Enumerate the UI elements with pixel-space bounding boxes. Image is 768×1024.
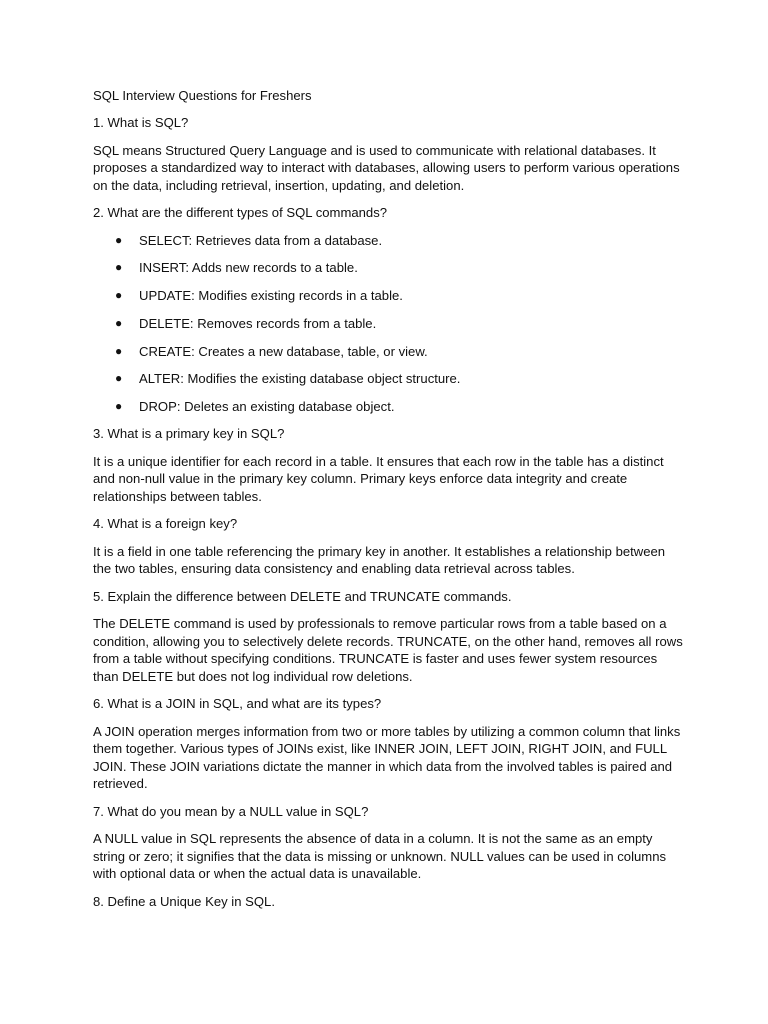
list-item-text: SELECT: Retrieves data from a database. [139,232,383,248]
list-item [93,287,685,305]
list-item-text: CREATE: Creates a new database, table, or view. [139,343,428,359]
sql-commands-list [93,232,685,416]
list-item-text: DELETE: Removes records from a table. [139,315,377,331]
question-heading: 8. Define a Unique Key in SQL. [93,893,275,909]
document-title: SQL Interview Questions for Freshers [93,88,312,103]
answer-paragraph: SQL means Structured Query Language and is used to communicate with relational databases. It proposes a standardized way to interact with databases, allowing users to perform various operations on the data, including retrieval, insertion, updating, and deletion. [93,142,680,193]
bullet-icon: ● [115,232,123,247]
answer-paragraph: It is a field in one table referencing the primary key in another. It establishes a relationship between the two tables, ensuring data consistency and enabling data retrieval across tables. [93,543,666,577]
question-heading: 3. What is a primary key in SQL? [93,426,285,442]
question-heading: 4. What is a foreign key? [93,516,238,532]
document-body [93,87,685,920]
question-heading: 7. What do you mean by a NULL value in SQL? [93,803,369,819]
bullet-icon: ● [115,315,123,330]
list-item [93,370,685,388]
list-item-text: DROP: Deletes an existing database object. [139,398,395,414]
answer-paragraph: A NULL value in SQL represents the absence of data in a column. It is not the same as an empty string or zero; it signifies that the data is missing or unknown. NULL values can be used in columns with optional data or when the actual data is unavailable. [93,831,667,882]
bullet-icon: ● [115,288,123,303]
list-item [93,398,685,416]
bullet-icon: ● [115,260,123,275]
answer-paragraph: It is a unique identifier for each record in a table. It ensures that each row in the table has a distinct and non-null value in the primary key column. Primary keys enforce data integrity and create relationships between tables. [93,453,664,504]
question-heading: 5. Explain the difference between DELETE and TRUNCATE commands. [93,588,512,604]
list-item-text: UPDATE: Modifies existing records in a table. [139,288,403,304]
list-item [93,343,685,361]
list-item [93,315,685,333]
question-heading: 2. What are the different types of SQL commands? [93,205,388,221]
bullet-icon: ● [115,398,123,413]
list-item-text: INSERT: Adds new records to a table. [139,260,358,276]
answer-paragraph: A JOIN operation merges information from two or more tables by utilizing a common column that links them together. Various types of JOINs exist, like INNER JOIN, LEFT JOIN, RIGHT JOIN, and FULL JOIN. These JOIN variations dictate the manner in which data from the involved tables is paired and retrieved. [93,723,681,792]
list-item [93,232,685,250]
list-item [93,259,685,277]
list-item-text: ALTER: Modifies the existing database object structure. [139,371,461,387]
bullet-icon: ● [115,371,123,386]
question-heading: 6. What is a JOIN in SQL, and what are its types? [93,696,382,712]
question-heading: 1. What is SQL? [93,115,189,131]
bullet-icon: ● [115,343,123,358]
answer-paragraph: The DELETE command is used by professionals to remove particular rows from a table based on a condition, allowing you to selectively delete records. TRUNCATE, on the other hand, removes all rows from a table without specifying conditions. TRUNCATE is faster and uses fewer system resources than DELETE but does not log individual row deletions. [93,616,683,684]
